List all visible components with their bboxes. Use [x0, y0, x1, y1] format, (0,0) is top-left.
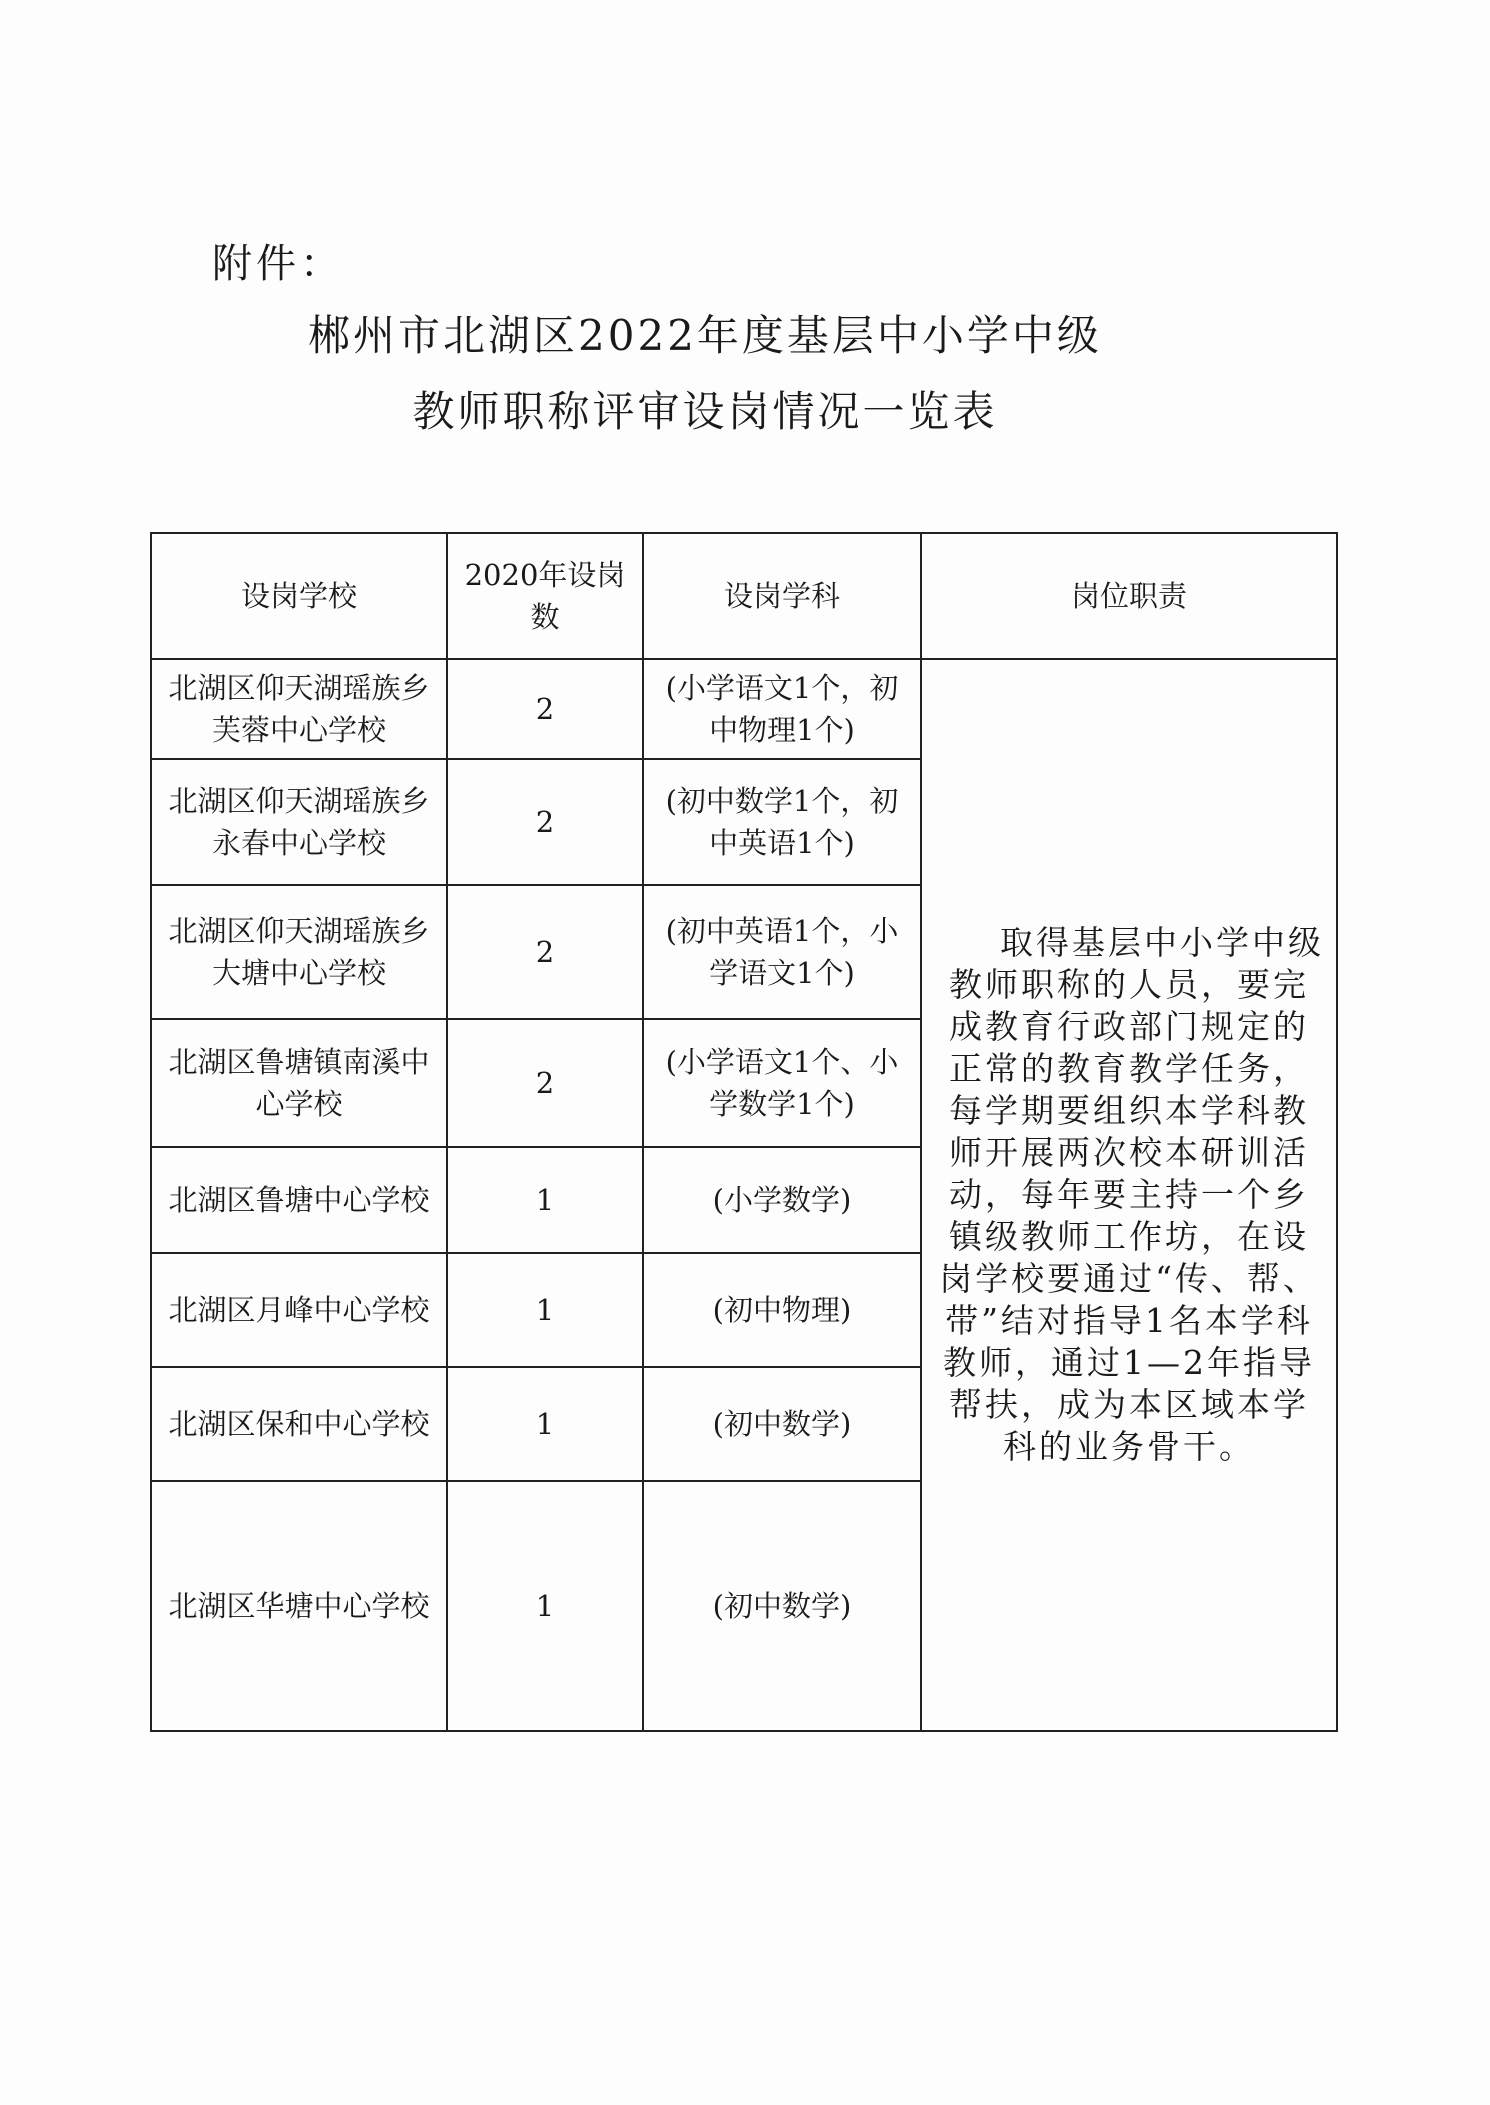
- count-cell: 2: [447, 885, 643, 1019]
- subject-cell: (初中数学): [643, 1481, 921, 1731]
- table-row: [151, 659, 1337, 759]
- count-cell: 2: [447, 1019, 643, 1147]
- count-cell: 1: [447, 1253, 643, 1367]
- subject-cell: (小学语文1个，初中物理1个): [643, 659, 921, 759]
- duty-cell: [921, 659, 1337, 1731]
- subject-cell: (小学语文1个、小学数学1个): [643, 1019, 921, 1147]
- count-cell: 1: [447, 1481, 643, 1731]
- count-cell: 1: [447, 1367, 643, 1481]
- school-cell: 北湖区保和中心学校: [151, 1367, 447, 1481]
- school-cell: 北湖区鲁塘中心学校: [151, 1147, 447, 1253]
- attachment-label: 附件：: [212, 241, 344, 287]
- header-subject: 设岗学科: [643, 533, 921, 659]
- school-cell: 北湖区鲁塘镇南溪中心学校: [151, 1019, 447, 1147]
- subject-cell: (初中英语1个，小学语文1个): [643, 885, 921, 1019]
- school-cell: 北湖区仰天湖瑶族乡大塘中心学校: [151, 885, 447, 1019]
- count-cell: 2: [447, 659, 643, 759]
- subject-cell: (初中数学1个，初中英语1个): [643, 759, 921, 885]
- post-table: [150, 532, 1338, 1732]
- duty-text: 取得基层中小学中级教师职称的人员，要完成教育行政部门规定的正常的教育教学任务，每学期要组织本学科教师开展两次校本研训活动，每年要主持一个乡镇级教师工作坊，在设岗学校要通过“传、帮、带”结对指导1名本学科教师，通过1—2年指导帮扶，成为本区域本学科的业务骨干。: [939, 923, 1324, 1466]
- header-duty: 岗位职责: [921, 533, 1337, 659]
- school-cell: 北湖区仰天湖瑶族乡永春中心学校: [151, 759, 447, 885]
- subject-cell: (初中数学): [643, 1367, 921, 1481]
- subject-cell: (初中物理): [643, 1253, 921, 1367]
- count-cell: 1: [447, 1147, 643, 1253]
- school-cell: 北湖区华塘中心学校: [151, 1481, 447, 1731]
- table-header-row: [151, 533, 1337, 659]
- header-count: 2020年设岗数: [447, 533, 643, 659]
- header-school: 设岗学校: [151, 533, 447, 659]
- count-cell: 2: [447, 759, 643, 885]
- document-title-line2: 教师职称评审设岗情况一览表: [412, 387, 998, 436]
- document-title-line1: 郴州市北湖区2022年度基层中小学中级: [308, 311, 1102, 360]
- school-cell: 北湖区月峰中心学校: [151, 1253, 447, 1367]
- school-cell: 北湖区仰天湖瑶族乡芙蓉中心学校: [151, 659, 447, 759]
- subject-cell: (小学数学): [643, 1147, 921, 1253]
